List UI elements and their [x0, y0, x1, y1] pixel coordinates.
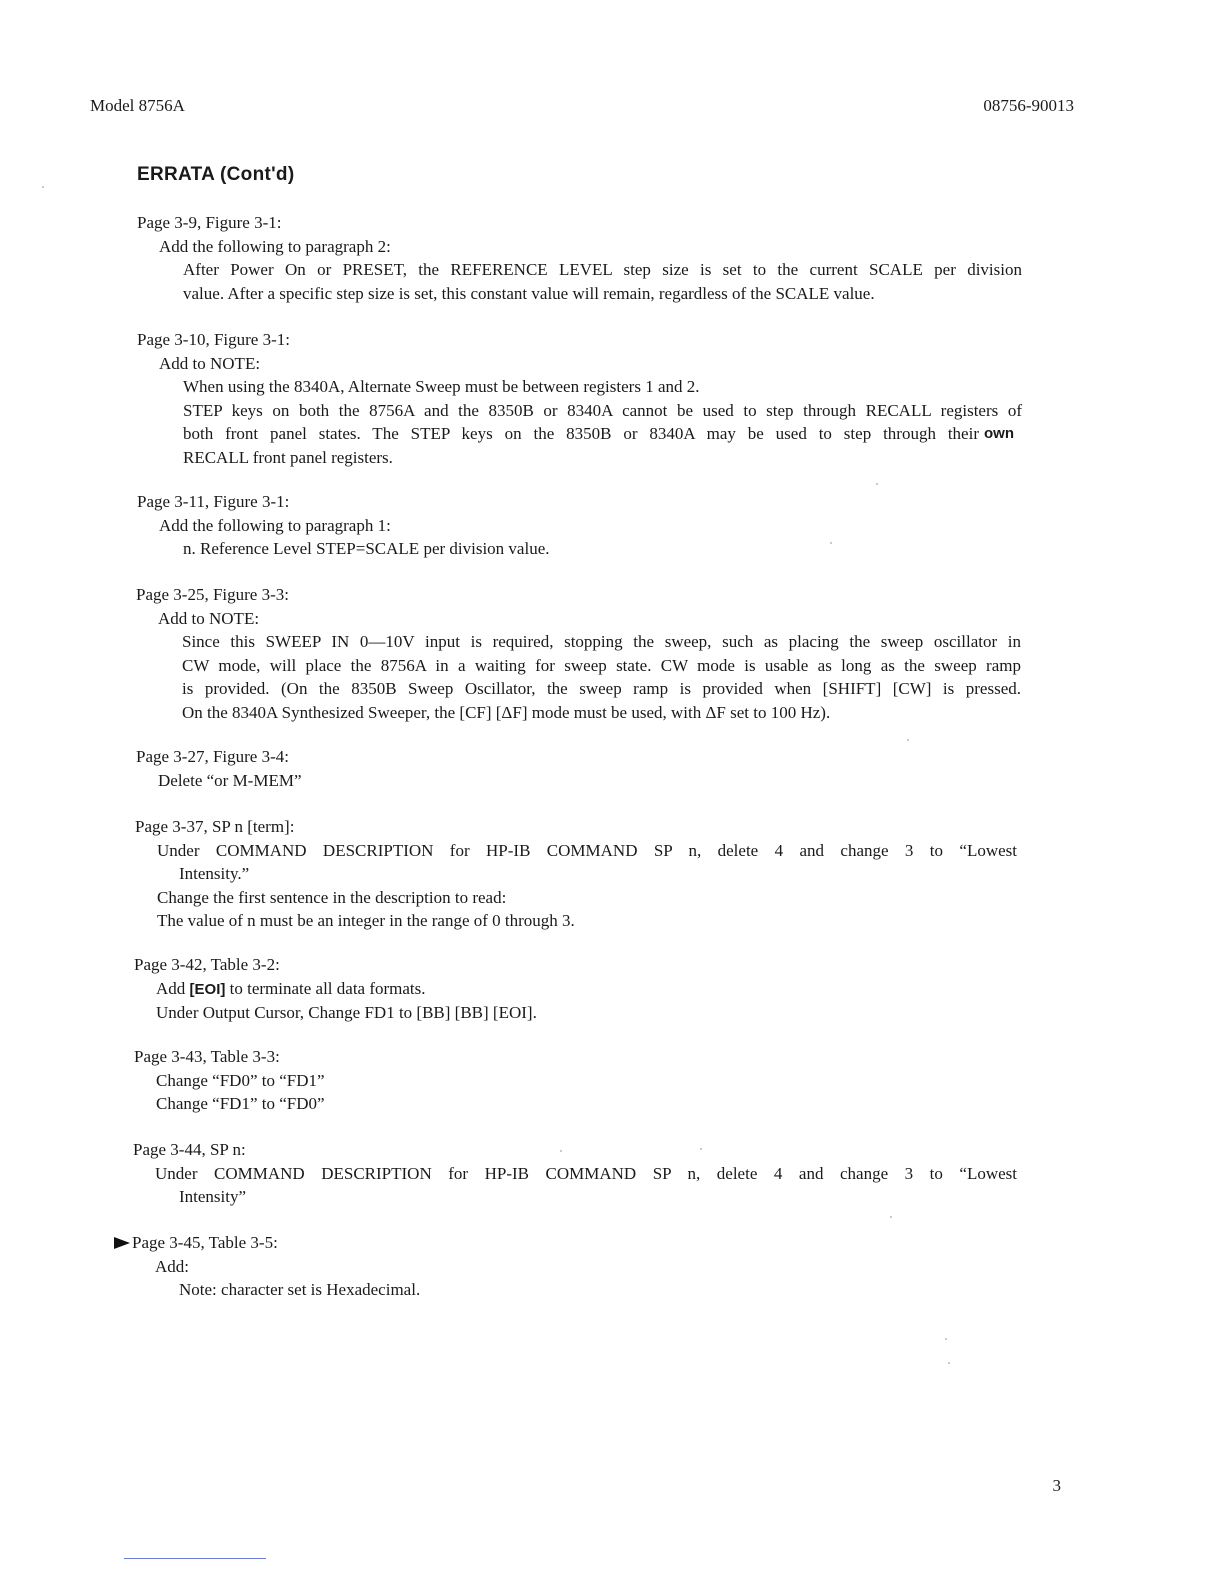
header-model: Model 8756A [90, 96, 185, 115]
entry-line: When using the 8340A, Alternate Sweep must be between registers 1 and 2. [183, 377, 700, 396]
entry-line: n. Reference Level STEP=SCALE per division value. [183, 539, 550, 558]
entry-reference: Page 3-9, Figure 3-1: [137, 213, 282, 232]
entry-line [183, 422, 1014, 446]
entry-line: value. After a specific step size is set, this constant value will remain, regardless of the SCALE value. [183, 283, 875, 303]
scan-speck [945, 1338, 947, 1340]
entry-line: Change “FD1” to “FD0” [156, 1094, 325, 1113]
entry-line: Under COMMAND DESCRIPTION for HP-IB COMMAND SP n, delete 4 and change 3 to “Lowest [157, 840, 1017, 860]
page-number: 3 [1052, 1476, 1061, 1495]
scan-speck [560, 1150, 562, 1152]
entry-reference: Page 3-42, Table 3-2: [134, 955, 280, 974]
entry-line-text: Add [156, 978, 186, 998]
scan-speck [890, 1216, 892, 1218]
entry-line: Since this SWEEP IN 0—10V input is required, stopping the sweep, such as placing the sweep oscillator in [182, 632, 1021, 651]
entry-line: Under Output Cursor, Change FD1 to [BB] [BB] [EOI]. [156, 1003, 537, 1022]
scan-speck [876, 483, 878, 485]
entry-reference: Page 3-25, Figure 3-3: [136, 585, 289, 604]
scan-speck [948, 1362, 950, 1364]
entry-line: RECALL front panel registers. [183, 447, 393, 467]
entry-line-text: both front panel states. The STEP keys on the 8350B or 8340A may be used to step through their [183, 424, 979, 443]
emphasis-own: own [984, 425, 1014, 442]
header-part-number: 08756-90013 [983, 96, 1074, 115]
entry-line: On the 8340A Synthesized Sweeper, the [CF] [ΔF] mode must be used, with ΔF set to 100 Hz). [182, 702, 831, 722]
entry-line: Add the following to paragraph 1: [159, 515, 391, 535]
entry-reference: Page 3-10, Figure 3-1: [137, 330, 290, 349]
entry-line: STEP keys on both the 8756A and the 8350B or 8340A cannot be used to step through RECALL registers of [183, 400, 1022, 420]
entry-line: Add to NOTE: [158, 608, 260, 628]
entry-line [156, 977, 1019, 1002]
entry-line: Under COMMAND DESCRIPTION for HP-IB COMMAND SP n, delete 4 and change 3 to “Lowest [155, 1163, 1017, 1183]
entry-line: Note: character set is Hexadecimal. [179, 1280, 421, 1299]
scan-speck [830, 542, 832, 544]
entry-line: Change “FD0” to “FD1” [156, 1070, 325, 1090]
scan-speck [42, 186, 44, 188]
entry-line: CW mode, will place the 8756A in a waiting for sweep state. CW mode is usable as long as the sweep ramp [182, 655, 1021, 675]
entry-line: Delete “or M-MEM” [158, 770, 302, 790]
scan-speck [700, 1148, 702, 1150]
arrow-right-icon [114, 1237, 130, 1249]
entry-reference: Page 3-43, Table 3-3: [134, 1047, 280, 1066]
entry-reference: Page 3-11, Figure 3-1: [137, 492, 290, 511]
entry-reference: Page 3-27, Figure 3-4: [136, 747, 289, 766]
entry-line: Add to NOTE: [159, 353, 261, 373]
entry-line: After Power On or PRESET, the REFERENCE LEVEL step size is set to the current SCALE per division [183, 260, 1022, 279]
entry-line: Add the following to paragraph 2: [159, 236, 391, 256]
entry-line-text: to terminate all data formats. [229, 978, 426, 998]
entry-line: Add: [155, 1256, 189, 1276]
entry-reference: Page 3-45, Table 3-5: [132, 1233, 278, 1252]
entry-reference: Page 3-44, SP n: [133, 1140, 246, 1159]
entry-line: is provided. (On the 8350B Sweep Oscillator, the sweep ramp is provided when [SHIFT] [CW] is pressed. [182, 679, 1021, 698]
section-title: ERRATA (Cont'd) [137, 164, 295, 185]
entry-line: Intensity.” [179, 864, 250, 883]
entry-reference: Page 3-37, SP n [term]: [135, 817, 295, 836]
footer-rule [124, 1558, 266, 1559]
entry-line: Change the first sentence in the description to read: [157, 887, 507, 907]
scan-speck [907, 739, 909, 741]
emphasis-eoi: [EOI] [189, 980, 226, 998]
entry-line: Intensity” [179, 1187, 247, 1206]
entry-line: The value of n must be an integer in the range of 0 through 3. [157, 911, 575, 930]
